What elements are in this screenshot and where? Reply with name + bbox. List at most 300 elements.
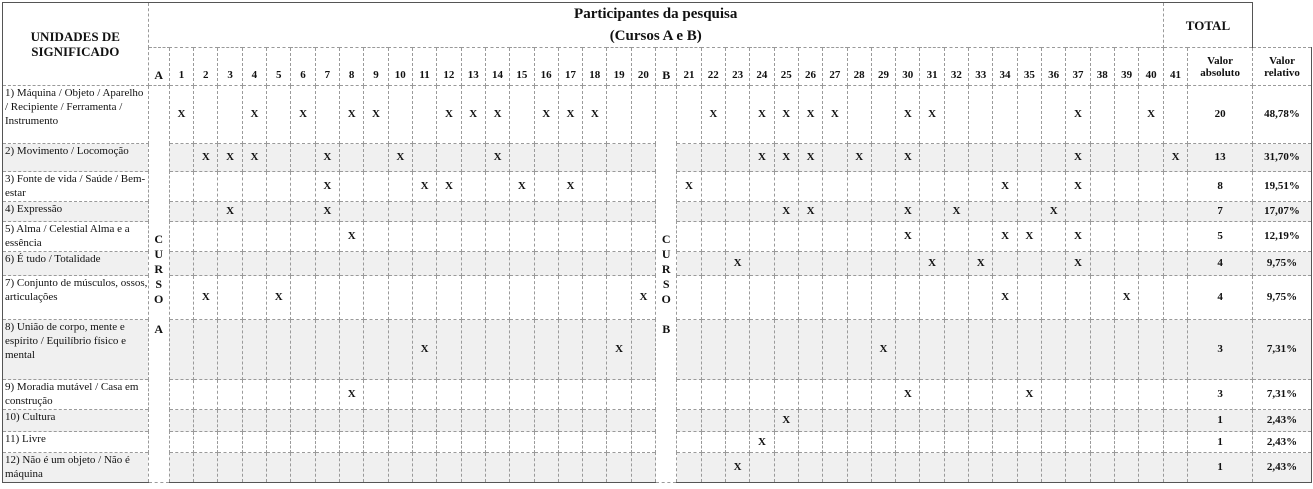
- mark-cell: [291, 222, 315, 252]
- mark-x: X: [782, 108, 791, 120]
- course-letter: C: [661, 231, 671, 246]
- mark-cell: [798, 453, 822, 483]
- mark-x: X: [1074, 230, 1082, 242]
- mark-cell: [194, 144, 218, 172]
- mark-cell: [607, 276, 631, 320]
- mark-cell: [631, 453, 655, 483]
- mark-cell: [1114, 320, 1138, 380]
- mark-cell: [1139, 320, 1164, 380]
- mark-cell: [291, 172, 315, 202]
- participant-number: 39: [1114, 48, 1138, 86]
- mark-cell: [725, 252, 749, 276]
- mark-cell: [823, 86, 847, 144]
- mark-cell: [364, 202, 388, 222]
- mark-cell: [1090, 202, 1114, 222]
- mark-x: X: [903, 230, 912, 242]
- mark-cell: [1017, 410, 1041, 432]
- participant-number: 19: [607, 48, 631, 86]
- mark-cell: [510, 86, 534, 144]
- mark-cell: [750, 172, 774, 202]
- mark-cell: [340, 320, 364, 380]
- mark-cell: [1042, 172, 1066, 202]
- rel-value: 7,31%: [1253, 380, 1312, 410]
- mark-cell: [583, 202, 607, 222]
- mark-cell: [364, 410, 388, 432]
- mark-cell: [871, 453, 895, 483]
- mark-cell: [701, 172, 725, 202]
- mark-cell: [194, 320, 218, 380]
- mark-cell: [944, 252, 968, 276]
- mark-x: X: [396, 151, 405, 163]
- mark-cell: [1139, 144, 1164, 172]
- mark-cell: [896, 380, 920, 410]
- mark-cell: [169, 320, 193, 380]
- mark-cell: [388, 222, 412, 252]
- participant-number: 10: [388, 48, 412, 86]
- mark-cell: [218, 320, 242, 380]
- mark-cell: [437, 202, 461, 222]
- mark-cell: [823, 276, 847, 320]
- mark-x: X: [639, 291, 648, 303]
- mark-cell: [242, 320, 266, 380]
- mark-cell: [291, 432, 315, 453]
- units-header: [3, 3, 149, 86]
- mark-x: X: [879, 343, 888, 355]
- mark-cell: [1042, 320, 1066, 380]
- rel-value: 12,19%: [1253, 222, 1312, 252]
- mark-cell: [461, 432, 485, 453]
- mark-cell: [750, 144, 774, 172]
- mark-cell: [774, 320, 798, 380]
- mark-cell: [583, 276, 607, 320]
- mark-cell: [315, 202, 339, 222]
- mark-cell: [583, 86, 607, 144]
- mark-cell: [607, 410, 631, 432]
- mark-cell: [412, 86, 436, 144]
- mark-cell: [437, 144, 461, 172]
- mark-cell: [944, 453, 968, 483]
- mark-x: X: [201, 151, 210, 163]
- abs-value: 5: [1188, 222, 1253, 252]
- mark-cell: [169, 432, 193, 453]
- mark-cell: [534, 252, 558, 276]
- participants-table: [2, 2, 1312, 483]
- mark-cell: [701, 276, 725, 320]
- mark-cell: [774, 144, 798, 172]
- mark-cell: [534, 86, 558, 144]
- mark-cell: [485, 252, 509, 276]
- mark-cell: [437, 432, 461, 453]
- course-letter: U: [661, 246, 671, 261]
- mark-cell: [364, 453, 388, 483]
- mark-cell: [412, 202, 436, 222]
- mark-cell: [267, 86, 291, 144]
- mark-cell: [169, 172, 193, 202]
- mark-cell: [631, 202, 655, 222]
- mark-cell: [388, 86, 412, 144]
- mark-cell: [993, 252, 1017, 276]
- mark-cell: [242, 202, 266, 222]
- mark-cell: [218, 222, 242, 252]
- mark-cell: [993, 380, 1017, 410]
- abs-value: 4: [1188, 276, 1253, 320]
- mark-cell: [461, 252, 485, 276]
- participant-number: 4: [242, 48, 266, 86]
- unit-label: 3) Fonte de vida / Saúde / Bem-estar: [3, 172, 149, 202]
- mark-cell: [701, 380, 725, 410]
- mark-cell: [944, 222, 968, 252]
- mark-x: X: [444, 108, 453, 120]
- mark-cell: [583, 380, 607, 410]
- mark-cell: [725, 410, 749, 432]
- mark-cell: [315, 252, 339, 276]
- mark-cell: [534, 320, 558, 380]
- mark-x: X: [347, 230, 356, 242]
- mark-cell: [485, 432, 509, 453]
- mark-x: X: [830, 108, 839, 120]
- mark-cell: [1042, 453, 1066, 483]
- mark-cell: [725, 432, 749, 453]
- participant-number: 40: [1139, 48, 1164, 86]
- mark-cell: [969, 453, 993, 483]
- course-letter: C: [154, 231, 164, 246]
- mark-cell: [607, 252, 631, 276]
- mark-cell: [388, 453, 412, 483]
- mark-cell: [1114, 86, 1138, 144]
- mark-cell: [920, 410, 944, 432]
- participant-number: 21: [677, 48, 701, 86]
- mark-cell: [798, 222, 822, 252]
- mark-cell: [750, 252, 774, 276]
- mark-cell: [510, 410, 534, 432]
- course-letter: O: [661, 291, 671, 306]
- mark-cell: [340, 380, 364, 410]
- mark-x: X: [444, 180, 453, 192]
- mark-x: X: [226, 205, 235, 217]
- mark-cell: [798, 380, 822, 410]
- mark-cell: [242, 453, 266, 483]
- mark-cell: [871, 432, 895, 453]
- mark-cell: [194, 432, 218, 453]
- course-letter: O: [154, 291, 164, 306]
- mark-cell: [920, 144, 944, 172]
- mark-cell: [631, 252, 655, 276]
- mark-cell: [607, 432, 631, 453]
- unit-label: 7) Conjunto de músculos, ossos, articulações: [3, 276, 149, 320]
- mark-x: X: [420, 180, 429, 192]
- mark-x: X: [1001, 180, 1010, 192]
- mark-cell: [1163, 410, 1187, 432]
- mark-cell: [1163, 276, 1187, 320]
- abs-value: 1: [1188, 410, 1253, 432]
- mark-cell: [315, 172, 339, 202]
- mark-cell: [701, 432, 725, 453]
- participant-number: 41: [1163, 48, 1187, 86]
- mark-cell: [437, 453, 461, 483]
- mark-cell: [944, 86, 968, 144]
- mark-cell: [1090, 410, 1114, 432]
- mark-cell: [534, 380, 558, 410]
- mark-cell: [558, 202, 582, 222]
- mark-x: X: [976, 257, 985, 269]
- unit-label: 12) Não é um objeto / Não é máquina: [3, 453, 149, 483]
- mark-cell: [1017, 320, 1041, 380]
- mark-cell: [218, 86, 242, 144]
- mark-cell: [583, 172, 607, 202]
- abs-value: 4: [1188, 252, 1253, 276]
- mark-x: X: [952, 205, 961, 217]
- mark-cell: [725, 172, 749, 202]
- mark-x: X: [372, 108, 380, 120]
- abs-value: 8: [1188, 172, 1253, 202]
- participant-number: 16: [534, 48, 558, 86]
- mark-cell: [1163, 172, 1187, 202]
- mark-cell: [920, 276, 944, 320]
- unit-label: 10) Cultura: [3, 410, 149, 432]
- mark-x: X: [323, 205, 332, 217]
- mark-cell: [315, 144, 339, 172]
- mark-cell: [677, 202, 701, 222]
- mark-cell: [534, 432, 558, 453]
- mark-x: X: [1074, 108, 1082, 120]
- mark-cell: [1042, 432, 1066, 453]
- mark-cell: [1017, 453, 1041, 483]
- mark-cell: [364, 380, 388, 410]
- mark-cell: [1090, 432, 1114, 453]
- mark-cell: [340, 432, 364, 453]
- mark-cell: [993, 202, 1017, 222]
- mark-cell: [558, 320, 582, 380]
- participant-number: 9: [364, 48, 388, 86]
- course-b-letter: B: [656, 48, 677, 86]
- mark-cell: [583, 222, 607, 252]
- mark-cell: [1139, 86, 1164, 144]
- mark-cell: [607, 172, 631, 202]
- mark-cell: [944, 410, 968, 432]
- mark-cell: [194, 276, 218, 320]
- mark-x: X: [806, 205, 815, 217]
- mark-cell: [896, 320, 920, 380]
- mark-cell: [291, 86, 315, 144]
- mark-cell: [969, 320, 993, 380]
- mark-cell: [871, 202, 895, 222]
- mark-cell: [993, 432, 1017, 453]
- units-header-text: UNIDADES DE SIGNIFICADO: [30, 29, 120, 59]
- mark-cell: [558, 410, 582, 432]
- mark-cell: [461, 320, 485, 380]
- mark-cell: [725, 86, 749, 144]
- mark-cell: [340, 202, 364, 222]
- rel-value: 7,31%: [1253, 320, 1312, 380]
- mark-cell: [774, 202, 798, 222]
- mark-cell: [1042, 410, 1066, 432]
- mark-x: X: [782, 414, 791, 426]
- mark-cell: [485, 380, 509, 410]
- mark-cell: [750, 222, 774, 252]
- mark-cell: [461, 144, 485, 172]
- mark-cell: [774, 453, 798, 483]
- participants-header: [148, 3, 1163, 48]
- mark-cell: [871, 252, 895, 276]
- mark-cell: [944, 172, 968, 202]
- course-letter: R: [154, 261, 164, 276]
- mark-cell: [725, 453, 749, 483]
- mark-cell: [1163, 86, 1187, 144]
- participant-number: 20: [631, 48, 655, 86]
- mark-cell: [267, 202, 291, 222]
- mark-x: X: [493, 108, 502, 120]
- mark-cell: [1066, 320, 1090, 380]
- mark-cell: [218, 453, 242, 483]
- mark-cell: [701, 86, 725, 144]
- mark-cell: [993, 144, 1017, 172]
- mark-cell: [750, 86, 774, 144]
- mark-cell: [534, 453, 558, 483]
- mark-cell: [485, 144, 509, 172]
- mark-cell: [701, 144, 725, 172]
- mark-cell: [412, 222, 436, 252]
- participant-number: 30: [896, 48, 920, 86]
- mark-cell: [823, 172, 847, 202]
- mark-cell: [194, 86, 218, 144]
- mark-cell: [798, 172, 822, 202]
- mark-cell: [920, 86, 944, 144]
- mark-cell: [194, 410, 218, 432]
- mark-cell: [750, 380, 774, 410]
- mark-cell: [896, 222, 920, 252]
- mark-cell: [485, 276, 509, 320]
- mark-cell: [412, 380, 436, 410]
- mark-cell: [750, 276, 774, 320]
- rel-value: 9,75%: [1253, 252, 1312, 276]
- participant-number: 11: [412, 48, 436, 86]
- mark-cell: [631, 410, 655, 432]
- mark-cell: [774, 172, 798, 202]
- mark-cell: [315, 453, 339, 483]
- mark-x: X: [347, 108, 356, 120]
- mark-cell: [412, 320, 436, 380]
- mark-cell: [1090, 252, 1114, 276]
- mark-cell: [1066, 432, 1090, 453]
- mark-cell: [631, 86, 655, 144]
- mark-cell: [461, 380, 485, 410]
- mark-cell: [798, 252, 822, 276]
- mark-cell: [920, 202, 944, 222]
- mark-cell: [485, 172, 509, 202]
- mark-cell: [1114, 144, 1138, 172]
- mark-cell: [242, 276, 266, 320]
- mark-cell: [993, 222, 1017, 252]
- mark-cell: [242, 432, 266, 453]
- mark-cell: [534, 410, 558, 432]
- mark-cell: [169, 252, 193, 276]
- mark-cell: [677, 432, 701, 453]
- mark-cell: [510, 202, 534, 222]
- mark-cell: [1066, 202, 1090, 222]
- mark-cell: [847, 222, 871, 252]
- mark-cell: [267, 144, 291, 172]
- mark-cell: [412, 432, 436, 453]
- mark-cell: [1017, 86, 1041, 144]
- mark-cell: [461, 172, 485, 202]
- mark-cell: [437, 276, 461, 320]
- mark-x: X: [420, 343, 429, 355]
- mark-x: X: [928, 257, 937, 269]
- mark-cell: [1042, 276, 1066, 320]
- mark-cell: [871, 320, 895, 380]
- mark-cell: [750, 202, 774, 222]
- mark-cell: [847, 410, 871, 432]
- mark-cell: [388, 172, 412, 202]
- mark-cell: [896, 276, 920, 320]
- mark-cell: [194, 202, 218, 222]
- mark-cell: [701, 453, 725, 483]
- unit-label: 11) Livre: [3, 432, 149, 453]
- mark-cell: [242, 252, 266, 276]
- mark-cell: [291, 410, 315, 432]
- mark-cell: [1017, 172, 1041, 202]
- mark-x: X: [250, 151, 259, 163]
- mark-cell: [823, 222, 847, 252]
- mark-cell: [340, 144, 364, 172]
- mark-cell: [1066, 276, 1090, 320]
- mark-cell: [920, 320, 944, 380]
- mark-cell: [583, 453, 607, 483]
- mark-cell: [871, 222, 895, 252]
- mark-cell: [1042, 222, 1066, 252]
- mark-cell: [1163, 222, 1187, 252]
- participant-number: 13: [461, 48, 485, 86]
- mark-cell: [1163, 432, 1187, 453]
- mark-cell: [412, 276, 436, 320]
- mark-cell: [169, 276, 193, 320]
- mark-cell: [969, 222, 993, 252]
- mark-cell: [388, 202, 412, 222]
- mark-cell: [750, 410, 774, 432]
- mark-cell: [315, 380, 339, 410]
- mark-cell: [1066, 222, 1090, 252]
- mark-cell: [388, 252, 412, 276]
- mark-cell: [847, 202, 871, 222]
- mark-cell: [583, 432, 607, 453]
- mark-cell: [677, 86, 701, 144]
- mark-cell: [218, 144, 242, 172]
- mark-cell: [631, 222, 655, 252]
- mark-cell: [1017, 432, 1041, 453]
- mark-cell: [920, 380, 944, 410]
- mark-cell: [583, 144, 607, 172]
- unit-label: 1) Máquina / Objeto / Aparelho / Recipiente / Ferramenta / Instrumento: [3, 86, 149, 144]
- mark-cell: [993, 172, 1017, 202]
- course-letter: [656, 307, 676, 322]
- total-header: TOTAL: [1163, 3, 1252, 48]
- mark-cell: [315, 86, 339, 144]
- mark-cell: [725, 202, 749, 222]
- participant-number: 3: [218, 48, 242, 86]
- mark-cell: [871, 172, 895, 202]
- mark-cell: [364, 432, 388, 453]
- mark-cell: [774, 380, 798, 410]
- mark-cell: [485, 202, 509, 222]
- course-b-column: [656, 86, 677, 483]
- mark-cell: [871, 410, 895, 432]
- mark-x: X: [274, 291, 283, 303]
- mark-cell: [364, 320, 388, 380]
- participant-number: 26: [798, 48, 822, 86]
- mark-cell: [558, 222, 582, 252]
- mark-x: X: [903, 388, 912, 400]
- mark-cell: [510, 172, 534, 202]
